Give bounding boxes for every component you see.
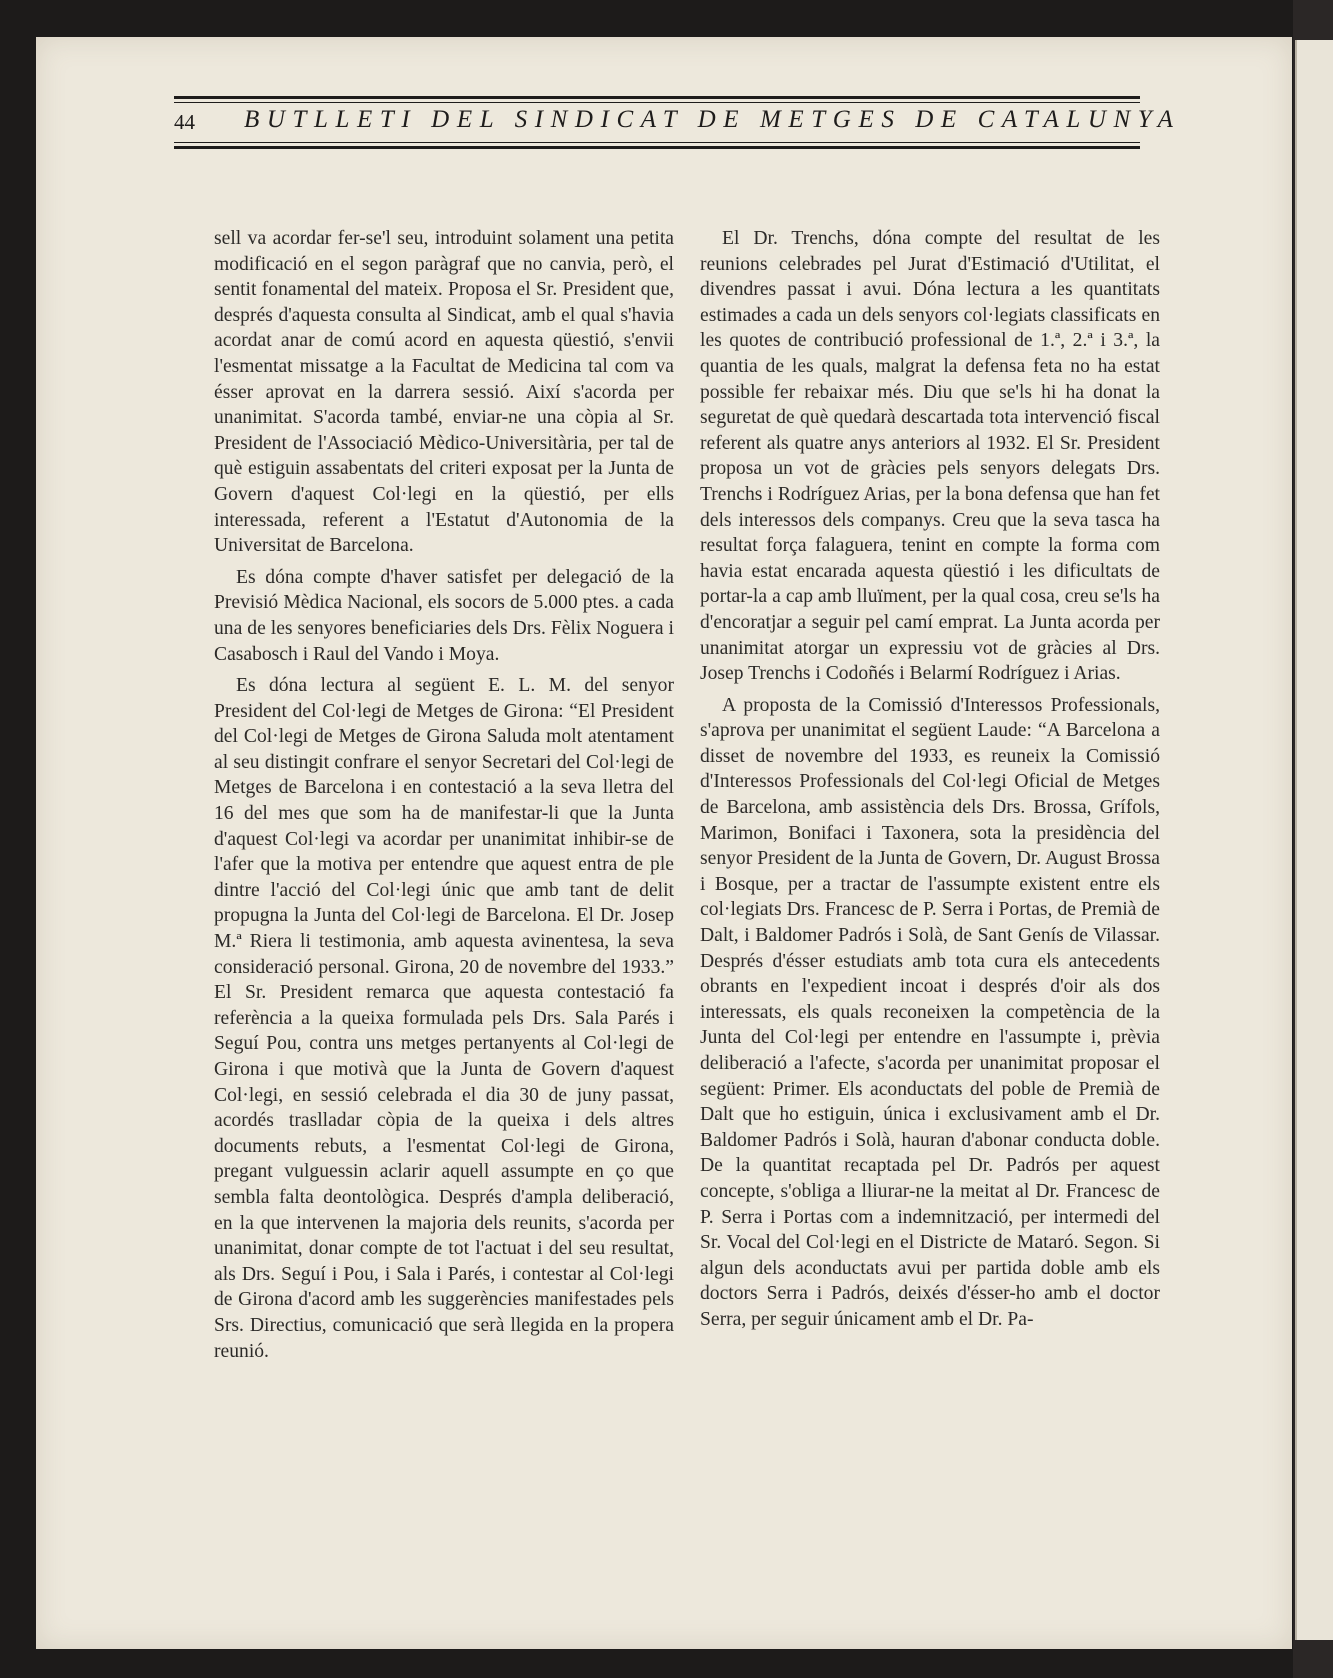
left-paragraph-1: sell va acordar fer-se'l seu, introduint solament una petita modificació en el segon paràgraf que no canvia, però, el sentit fonamental del mateix. Proposa el Sr. President que, després d'aquesta consulta al Sindicat, amb el qual s'havia acordat anar de comú acord en aquesta qüestió, s'envii l'esmentat missatge a la Facultat de Medicina tal com va ésser aprovat en la darrera sessió. Així s'acorda per unanimitat. S'acorda també, enviar-ne una còpia al Sr. President de l'Associació Mèdico-Universitària, per tal de què estiguin assabentats del criteri exposat per la Junta de Govern d'aquest Col·legi en la qüestió, per ells interessada, referent a l'Estatut d'Autonomia de la Universitat de Barcelona. (214, 228, 674, 557)
running-title: BUTLLETI DEL SINDICAT DE METGES DE CATALUNYA (244, 106, 1181, 133)
right-column (700, 226, 1160, 1333)
header-rule-bottom-thin (174, 142, 1140, 143)
header-rule-top (174, 96, 1140, 99)
page-number: 44 (174, 110, 195, 134)
left-paragraph-2: Es dóna compte d'haver satisfet per delegació de la Previsió Mèdica Nacional, els socors de 5.000 ptes. a cada una de les senyores beneficiaries dels Drs. Fèlix Noguera i Casabosch i Raul del Vando i Moya. (214, 566, 674, 665)
facing-page-edge (1295, 40, 1333, 1640)
header-rule-top-thin (174, 102, 1140, 103)
right-paragraph-2: A proposta de la Comissió d'Interessos Professionals, s'aprova per unanimitat el següent Laude: “A Barcelona a disset de novembre del 1933, es reuneix la Comissió d'Interessos Professionals del Col·legi Oficial de Metges de Barcelona, amb assistència dels Drs. Brossa, Grífols, Marimon, Bonifaci i Taxonera, sota la presidència del senyor President de la Junta de Govern, Dr. August Brossa i Bosque, per a tractar de l'assumpte existent entre els col·legiats Drs. Francesc de P. Serra i Portas, de Premià de Dalt, i Baldomer Padrós i Solà, de Sant Genís de Vilassar. Després d'ésser estudiats amb tota cura els antecedents obrants en l'expedient incoat i després d'oir als dos interessats, els quals reconeixen la competència de la Junta del Col·legi per entendre en l'assumpte i, prèvia deliberació a l'afecte, s'acorda per unanimitat proposar el següent: Primer. Els aconductats del poble de Premià de Dalt que ho estiguin, única i exclusivament amb el Dr. Baldomer Padrós i Solà, hauran d'abonar conducta doble. De la quantitat recaptada pel Dr. Padrós per aquest concepte, s'obliga a lliurar-ne la meitat al Dr. Francesc de P. Serra i Portas com a indemnització, per intermedi del Sr. Vocal del Col·legi en el Districte de Mataró. Segon. Si algun dels aconductats avui per partida doble amb els doctors Serra i Padrós, deixés d'ésser-ho amb el doctor Serra, per seguir únicament amb el Dr. Pa- (700, 694, 1160, 1330)
left-column (214, 226, 674, 1364)
left-paragraph-3: Es dóna lectura al següent E. L. M. del senyor President del Col·legi de Metges de Girona: “El President del Col·legi de Metges de Girona Saluda molt atentament al seu distingit confrare el senyor Secretari del Col·legi de Metges de Barcelona i en contestació a la seva lletra del 16 del mes que som ha de manifestar-li que la Junta d'aquest Col·legi va acordar per unanimitat inhibir-se de l'afer que la motiva per entendre que aquest entra de ple dintre l'acció del Col·legi únic que amb tant de delit propugna la Junta del Col·legi de Barcelona. El Dr. Josep M.ª Riera li testimonia, amb aquesta avinentesa, la seva consideració personal. Girona, 20 de novembre del 1933.” El Sr. President remarca que aquesta contestació fa referència a la queixa formulada pels Drs. Sala Parés i Seguí Pou, contra uns metges pertanyents al Col·legi de Girona i que motivà que la Junta de Govern d'aquest Col·legi, en sessió celebrada el dia 30 de juny passat, acordés traslladar còpia de la queixa i dels altres documents rebuts, a l'esmentat Col·legi de Girona, pregant vulguessin aclarir aquell assumpte en ço que sembla falta deontològica. Després d'ampla deliberació, en la que intervenen la majoria dels reunits, s'acorda per unanimitat, donar compte de tot l'actuat i del seu resultat, als Drs. Seguí i Pou, i Sala i Parés, i contestar al Col·legi de Girona d'acord amb les suggerències manifestades pels Srs. Directius, comunicació que serà llegida en la propera reunió. (214, 675, 674, 1362)
page-header (174, 96, 1181, 182)
right-paragraph-1: El Dr. Trenchs, dóna compte del resultat de les reunions celebrades pel Jurat d'Estimació d'Utilitat, el divendres passat i avui. Dóna lectura a les quantitats estimades a cada un dels senyors col·legiats classificats en les quotes de contribució professional de 1.ª, 2.ª i 3.ª, la quantia de les quals, malgrat la defensa feta no ha estat possible fer rebaixar més. Diu que se'ls hi ha donat la seguretat de què quedarà descartada tota intervenció fiscal referent als quatre anys anteriors al 1932. El Sr. President proposa un vot de gràcies pels senyors delegats Drs. Trenchs i Rodríguez Arias, per la bona defensa que han fet dels interessos dels companys. Creu que la seva tasca ha resultat força falaguera, tenint en compte la forma com havia estat encarada aquesta qüestió i les dificultats de portar-la a cap amb lluïment, per la qual cosa, creu se'ls ha d'encoratjar a seguir pel camí emprat. La Junta acorda per unanimitat atorgar un expressiu vot de gràcies al Drs. Josep Trenchs i Codoñés i Belarmí Rodríguez i Arias. (700, 228, 1160, 685)
header-rule-bottom (174, 146, 1140, 149)
